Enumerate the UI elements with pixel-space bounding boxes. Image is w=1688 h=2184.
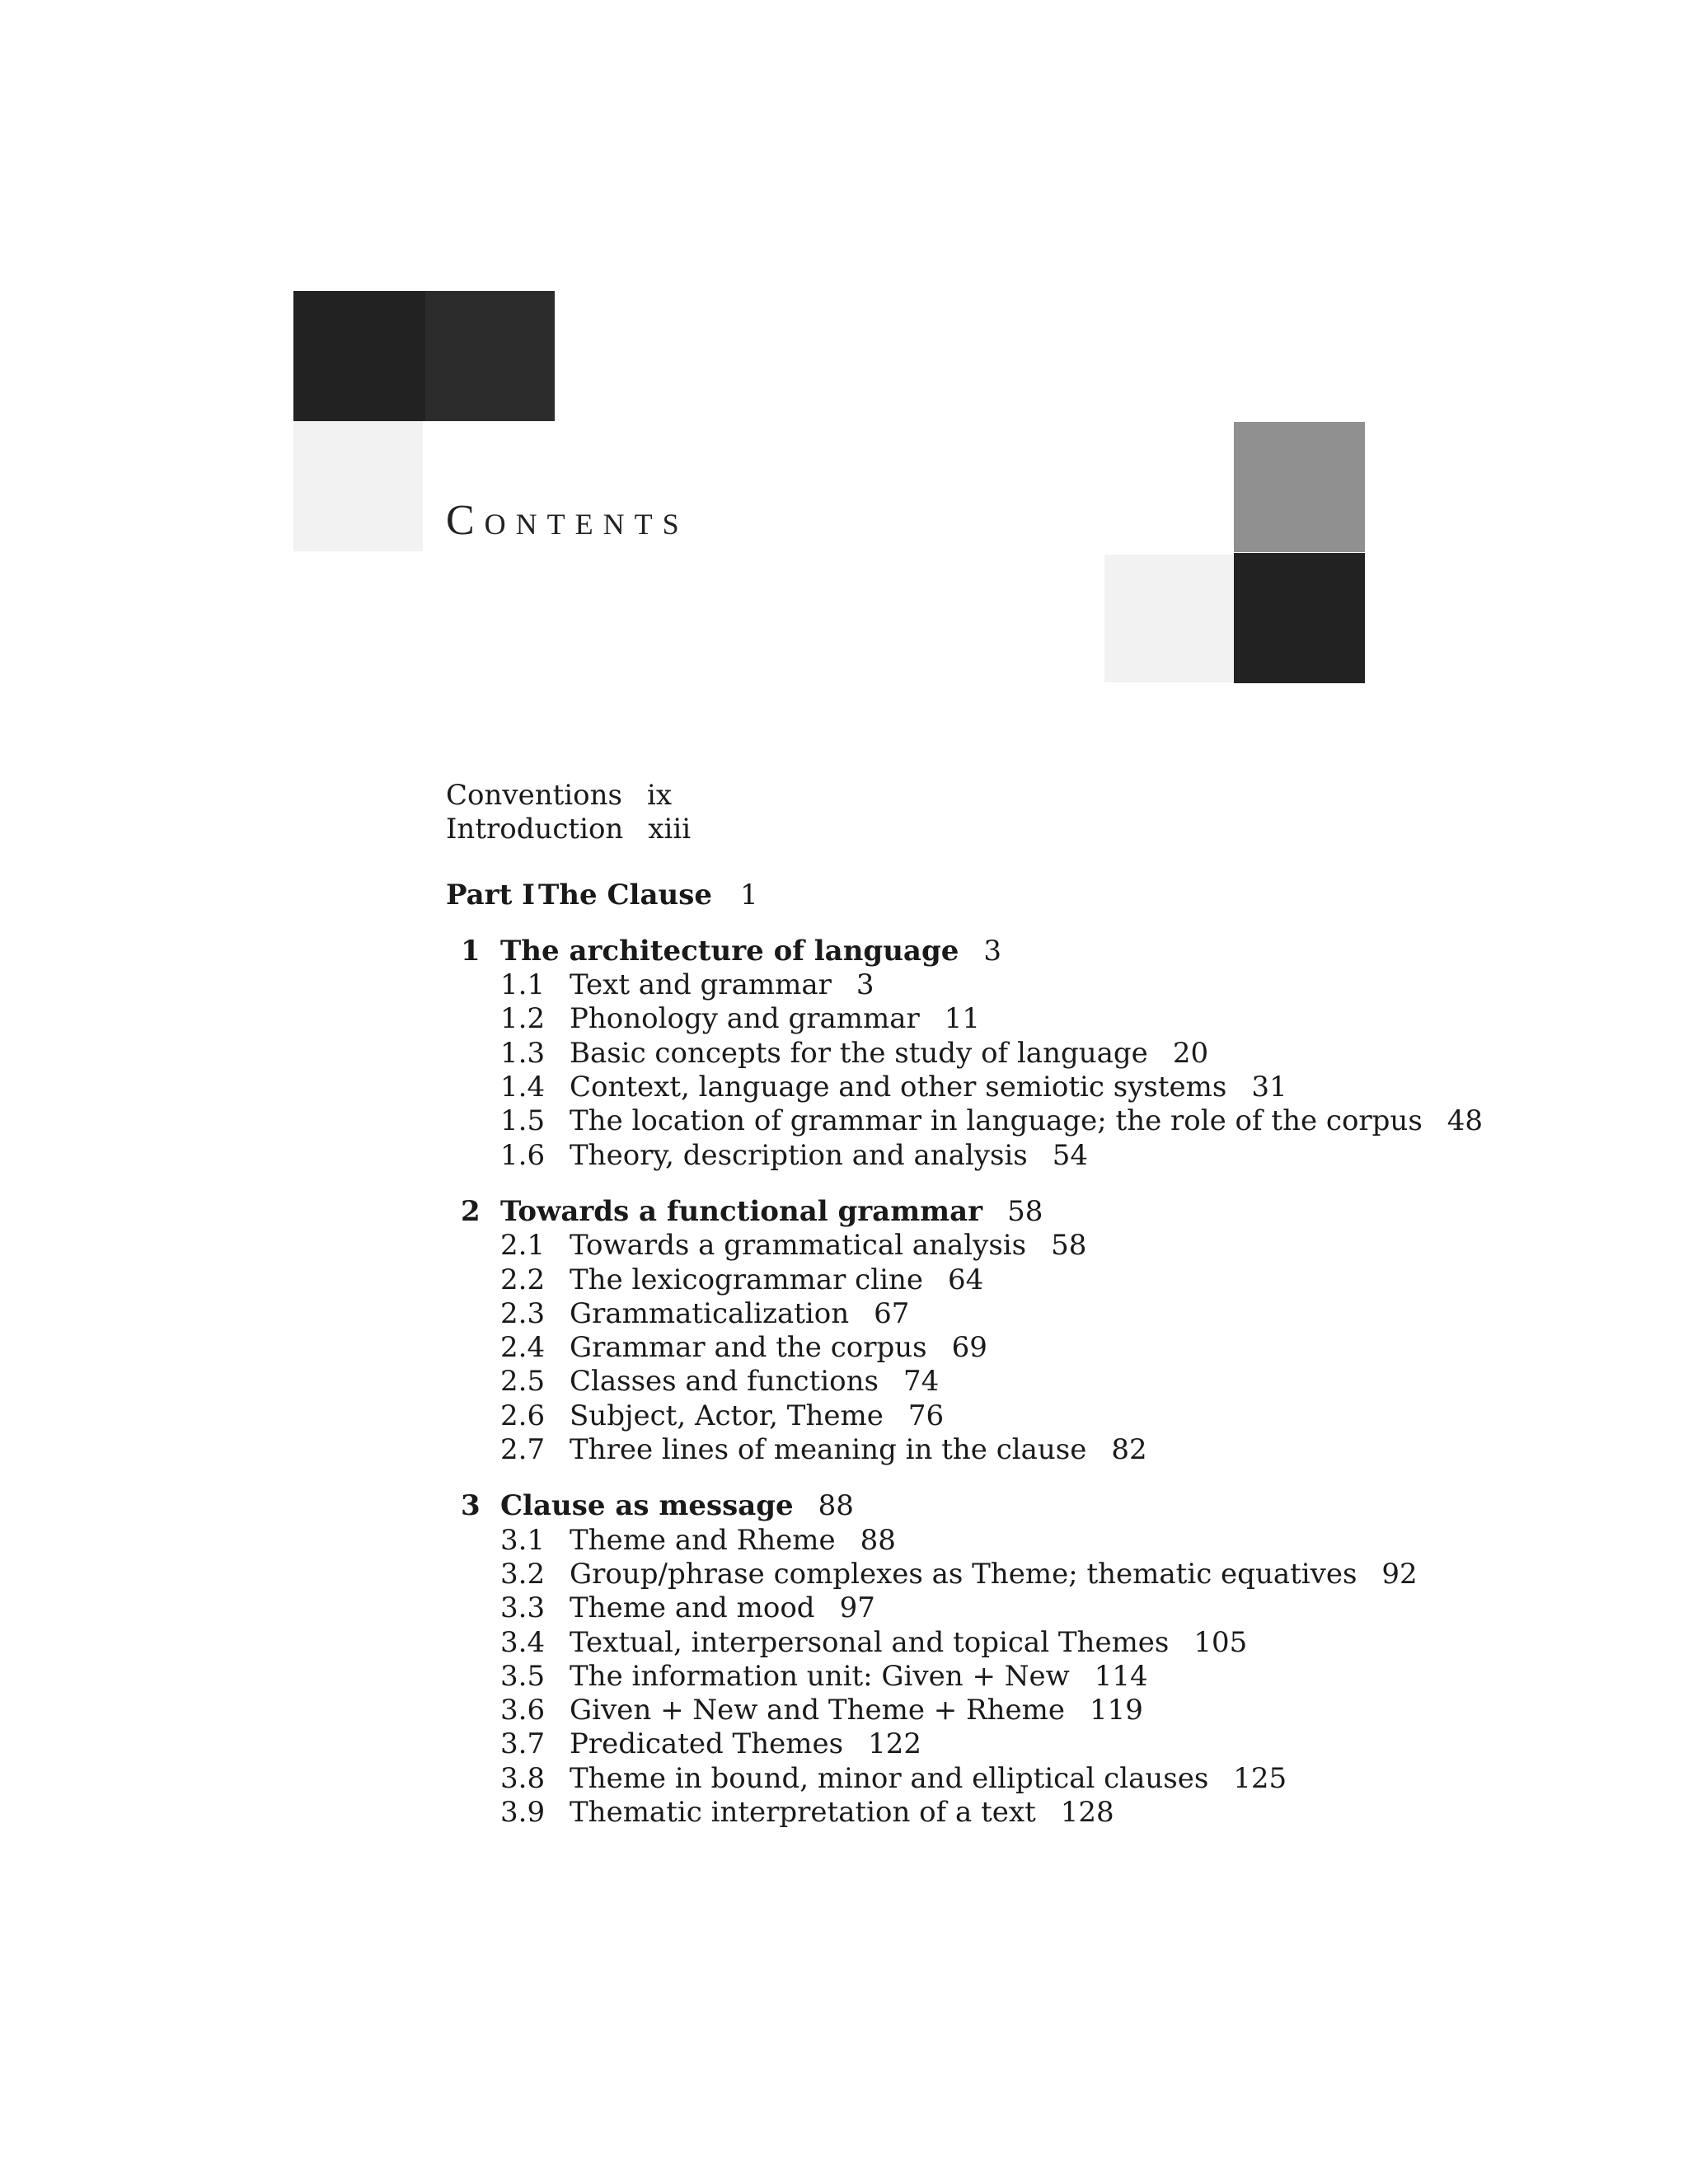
toc-entry-introduction[interactable]: [446, 813, 1517, 846]
toc-entry-page: xiii: [648, 813, 692, 846]
section-number: 3.8: [500, 1761, 546, 1795]
toc-section-1-4[interactable]: [446, 1071, 1517, 1104]
section-page: 82: [1111, 1433, 1147, 1467]
section-number: 2.7: [500, 1433, 546, 1467]
section-number: 1.3: [500, 1036, 546, 1070]
toc-section-3-2[interactable]: [446, 1558, 1517, 1591]
section-number: 3.5: [500, 1659, 546, 1693]
section-page: 20: [1172, 1036, 1209, 1070]
section-number: 3.9: [500, 1796, 546, 1830]
section-number: 3.2: [500, 1557, 546, 1591]
decor-square-light: [1104, 555, 1234, 682]
section-number: 2.1: [500, 1229, 546, 1263]
section-number: 1.5: [500, 1104, 546, 1138]
toc-section-1-5[interactable]: [446, 1104, 1517, 1138]
section-number: 1.6: [500, 1138, 546, 1172]
toc-chapter-1[interactable]: [446, 935, 1517, 968]
section-page: 69: [951, 1331, 987, 1365]
toc-section-3-8[interactable]: [446, 1762, 1517, 1796]
section-title: Theme and Rheme: [570, 1523, 836, 1557]
section-number: 2.5: [500, 1365, 546, 1399]
toc-section-3-6[interactable]: [446, 1694, 1517, 1727]
toc-section-3-1[interactable]: [446, 1524, 1517, 1558]
section-page: 114: [1094, 1659, 1148, 1693]
section-title: Towards a grammatical analysis: [570, 1229, 1027, 1263]
chapter-page: 3: [983, 934, 1001, 968]
toc-part-heading[interactable]: [446, 879, 1517, 912]
part-page: 1: [740, 878, 758, 912]
toc-section-3-7[interactable]: [446, 1727, 1517, 1761]
toc-section-1-6[interactable]: [446, 1139, 1517, 1173]
part-title: The Clause: [538, 878, 712, 912]
section-number: 2.3: [500, 1296, 546, 1330]
chapter-page: 58: [1007, 1194, 1043, 1228]
section-page: 67: [874, 1296, 910, 1330]
section-page: 76: [907, 1399, 945, 1432]
section-page: 88: [860, 1523, 896, 1557]
decor-square-gray: [1234, 422, 1365, 552]
section-page: 125: [1233, 1761, 1287, 1795]
section-page: 64: [947, 1263, 984, 1296]
section-number: 3.1: [500, 1523, 546, 1557]
toc-entry-title: Introduction: [446, 813, 624, 846]
section-page: 54: [1052, 1138, 1089, 1172]
section-title: Grammar and the corpus: [570, 1331, 927, 1365]
decor-square-dark: [425, 291, 555, 421]
section-number: 3.3: [500, 1591, 546, 1625]
toc-section-2-3[interactable]: [446, 1297, 1517, 1331]
part-label: Part I: [446, 878, 536, 912]
section-number: 2.6: [500, 1399, 546, 1432]
section-title: Phonology and grammar: [570, 1002, 920, 1036]
section-page: 74: [903, 1365, 940, 1399]
section-page: 119: [1090, 1694, 1143, 1727]
toc-section-1-2[interactable]: [446, 1002, 1517, 1036]
chapter-title: Towards a functional grammar: [500, 1194, 983, 1228]
section-title: The lexicogrammar cline: [570, 1263, 923, 1296]
section-title: The location of grammar in language; the role of the corpus: [570, 1104, 1423, 1138]
chapter-list: [446, 935, 1517, 1830]
toc-section-2-5[interactable]: [446, 1365, 1517, 1399]
section-number: 2.2: [500, 1263, 546, 1296]
chapter-page: 88: [818, 1489, 854, 1523]
toc-section-3-9[interactable]: [446, 1796, 1517, 1830]
toc-chapter-3[interactable]: [446, 1489, 1517, 1523]
section-page: 92: [1381, 1557, 1418, 1591]
section-title: Given + New and Theme + Rheme: [570, 1694, 1066, 1727]
section-number: 1.2: [500, 1002, 546, 1036]
section-number: 2.4: [500, 1331, 546, 1365]
toc-chapter-2[interactable]: [446, 1195, 1517, 1229]
decor-square-light: [293, 421, 423, 551]
toc-entry-conventions[interactable]: [446, 779, 1517, 813]
section-number: 3.6: [500, 1694, 546, 1727]
toc-section-2-4[interactable]: [446, 1331, 1517, 1365]
toc-section-2-7[interactable]: [446, 1433, 1517, 1467]
section-title: Theme in bound, minor and elliptical clauses: [570, 1761, 1209, 1795]
section-page: 31: [1251, 1071, 1287, 1104]
section-page: 3: [856, 968, 874, 1002]
section-title: Classes and functions: [570, 1365, 879, 1399]
section-page: 105: [1193, 1625, 1248, 1659]
section-title: Grammaticalization: [570, 1296, 850, 1330]
section-page: 11: [944, 1002, 981, 1036]
section-page: 48: [1447, 1104, 1484, 1138]
section-number: 3.4: [500, 1625, 546, 1659]
toc-section-3-5[interactable]: [446, 1660, 1517, 1694]
toc-section-2-6[interactable]: [446, 1399, 1517, 1433]
chapter-title: Clause as message: [500, 1489, 794, 1523]
chapter-number: 2: [461, 1194, 481, 1228]
section-title: Thematic interpretation of a text: [570, 1796, 1036, 1830]
chapter-number: 3: [461, 1489, 481, 1523]
decor-square-dark: [1234, 553, 1365, 683]
section-title: Three lines of meaning in the clause: [570, 1433, 1087, 1467]
section-number: 3.7: [500, 1727, 546, 1761]
table-of-contents: [446, 779, 1517, 1830]
chapter-title: The architecture of language: [500, 934, 959, 968]
section-page: 58: [1051, 1229, 1087, 1263]
toc-section-3-3[interactable]: [446, 1591, 1517, 1625]
section-page: 128: [1060, 1796, 1114, 1830]
decor-square-dark: [293, 291, 425, 421]
section-title: The information unit: Given + New: [570, 1659, 1070, 1693]
page-title: Contents: [446, 497, 689, 544]
section-page: 97: [839, 1591, 875, 1625]
section-title: Predicated Themes: [570, 1727, 844, 1761]
toc-section-1-1[interactable]: [446, 968, 1517, 1002]
toc-section-3-4[interactable]: [446, 1626, 1517, 1660]
section-title: Context, language and other semiotic systems: [570, 1071, 1227, 1104]
section-page: 122: [868, 1727, 921, 1761]
section-title: Basic concepts for the study of language: [570, 1036, 1148, 1070]
section-number: 1.1: [500, 968, 546, 1002]
toc-section-2-2[interactable]: [446, 1263, 1517, 1297]
section-title: Textual, interpersonal and topical Themes: [570, 1625, 1170, 1659]
toc-entry-page: ix: [646, 779, 673, 812]
section-title: Group/phrase complexes as Theme; thematic equatives: [570, 1557, 1357, 1591]
toc-entry-title: Conventions: [446, 779, 622, 812]
section-title: Text and grammar: [570, 968, 832, 1002]
section-title: Subject, Actor, Theme: [570, 1399, 884, 1432]
toc-section-2-1[interactable]: [446, 1229, 1517, 1263]
chapter-number: 1: [461, 934, 481, 968]
toc-section-1-3[interactable]: [446, 1037, 1517, 1071]
section-title: Theme and mood: [570, 1591, 815, 1625]
section-title: Theory, description and analysis: [570, 1138, 1028, 1172]
section-number: 1.4: [500, 1071, 546, 1104]
